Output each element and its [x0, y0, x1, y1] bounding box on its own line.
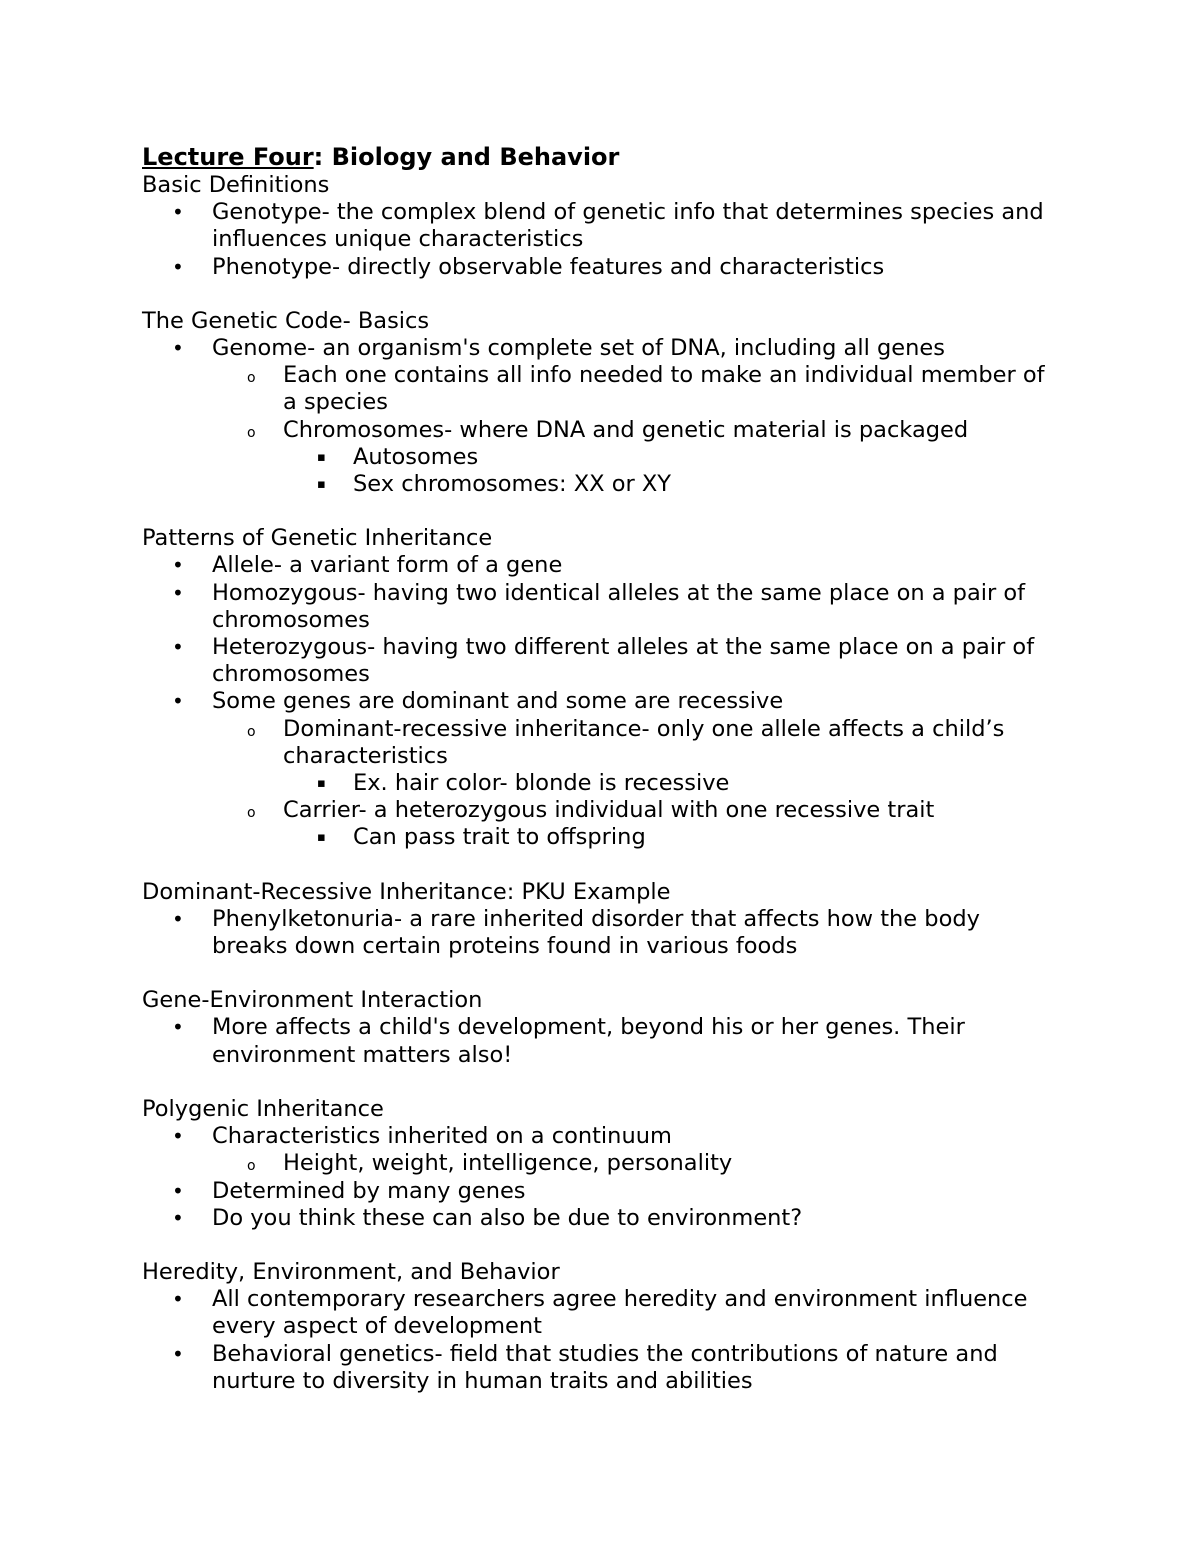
list-item: [142, 716, 1062, 770]
list-item-text: Carrier- a heterozygous individual with one recessive trait: [283, 797, 935, 824]
list-item: [142, 1123, 1062, 1150]
list-item-text: Genome- an organism's complete set of DNA, including all genes: [212, 335, 945, 362]
list-item: [142, 1286, 1062, 1340]
list-item-text: Chromosomes- where DNA and genetic material is packaged: [283, 416, 969, 443]
list-item-text: More affects a child's development, beyond his or her genes. Their environment matters also!: [212, 1014, 965, 1068]
list-item-text: Dominant-recessive inheritance- only one allele affects a child’s characteristics: [283, 715, 1005, 769]
section: [142, 879, 1062, 961]
bullet-list: [142, 1123, 1062, 1232]
bullet-marker-icon: ▪: [317, 830, 326, 846]
bullet-marker-icon: •: [172, 689, 184, 714]
list-item: [142, 1178, 1062, 1205]
bullet-list: [142, 1014, 1062, 1068]
list-item: [142, 580, 1062, 634]
section: [142, 1259, 1062, 1395]
list-item: [142, 906, 1062, 960]
list-item-text: Height, weight, intelligence, personality: [283, 1150, 733, 1177]
bullet-marker-icon: •: [172, 1178, 184, 1203]
section-heading: Gene-Environment Interaction: [142, 987, 483, 1014]
bullet-list: [142, 552, 1062, 851]
list-item-text: Do you think these can also be due to environment?: [212, 1204, 803, 1231]
bullet-marker-icon: •: [172, 635, 184, 660]
list-item-text: Phenylketonuria- a rare inherited disorder that affects how the body breaks down certain proteins found in various foods: [212, 905, 980, 960]
bullet-marker-icon: o: [247, 370, 256, 387]
bullet-list: [142, 906, 1062, 960]
list-item-text: Can pass trait to offspring: [353, 824, 646, 851]
list-item-text: Some genes are dominant and some are recessive: [212, 688, 784, 715]
bullet-marker-icon: ▪: [317, 776, 326, 792]
document-page: [142, 142, 1062, 1422]
bullet-list: [142, 199, 1062, 281]
section-heading: The Genetic Code- Basics: [142, 307, 430, 334]
list-item-text: Homozygous- having two identical alleles at the same place on a pair of chromosomes: [212, 579, 1026, 633]
section-heading: Dominant-Recessive Inheritance: PKU Example: [142, 878, 671, 905]
list-item-text: Determined by many genes: [212, 1177, 526, 1204]
list-item: [142, 770, 1062, 797]
bullet-marker-icon: •: [172, 336, 184, 361]
list-item-text: Genotype- the complex blend of genetic info that determines species and influences unique characteristics: [212, 199, 1044, 253]
list-item: [142, 1205, 1062, 1232]
list-item-text: Characteristics inherited on a continuum: [212, 1123, 672, 1150]
list-item-text: All contemporary researchers agree heredity and environment influence every aspect of development: [212, 1286, 1028, 1340]
section: [142, 525, 1062, 851]
bullet-marker-icon: •: [172, 1287, 184, 1312]
bullet-marker-icon: •: [172, 580, 184, 605]
sections-container: [142, 172, 1062, 1395]
list-item: [142, 552, 1062, 579]
title-underlined: Lecture Four: [142, 143, 314, 171]
list-item-text: Heterozygous- having two different alleles at the same place on a pair of chromosomes: [212, 634, 1035, 688]
section: [142, 308, 1062, 498]
list-item: [142, 362, 1062, 416]
list-item-text: Behavioral genetics- field that studies the contributions of nature and nurture to diversity in human traits and abilities: [212, 1340, 998, 1394]
list-item-text: Each one contains all info needed to make an individual member of a species: [283, 362, 1045, 416]
bullet-marker-icon: •: [172, 1015, 184, 1040]
bullet-marker-icon: •: [172, 553, 184, 578]
title-rest: : Biology and Behavior: [313, 143, 620, 171]
bullet-marker-icon: o: [247, 805, 256, 822]
bullet-marker-icon: •: [172, 254, 184, 279]
list-item: [142, 634, 1062, 688]
list-item-text: Autosomes: [353, 443, 479, 470]
bullet-marker-icon: •: [172, 1205, 184, 1230]
list-item: [142, 444, 1062, 471]
list-item-text: Sex chromosomes: XX or XY: [353, 471, 672, 498]
list-item: [142, 335, 1062, 362]
list-item: [142, 417, 1062, 444]
bullet-marker-icon: o: [247, 723, 256, 740]
list-item: [142, 1341, 1062, 1395]
section: [142, 987, 1062, 1069]
list-item-text: Ex. hair color- blonde is recessive: [353, 770, 730, 797]
section: [142, 1096, 1062, 1232]
list-item: [142, 471, 1062, 498]
list-item: [142, 254, 1062, 281]
list-item: [142, 824, 1062, 851]
bullet-marker-icon: •: [172, 1124, 184, 1149]
bullet-marker-icon: ▪: [317, 477, 326, 493]
list-item-text: Phenotype- directly observable features and characteristics: [212, 253, 885, 280]
bullet-marker-icon: •: [172, 1341, 184, 1366]
bullet-marker-icon: •: [172, 906, 184, 931]
list-item: [142, 1014, 1062, 1068]
section-heading: Patterns of Genetic Inheritance: [142, 525, 493, 552]
list-item: [142, 797, 1062, 824]
bullet-marker-icon: •: [172, 200, 184, 225]
list-item: [142, 199, 1062, 253]
page-title: [142, 142, 1062, 172]
section-heading: Heredity, Environment, and Behavior: [142, 1258, 560, 1285]
bullet-marker-icon: o: [247, 424, 256, 441]
list-item-text: Allele- a variant form of a gene: [212, 552, 563, 579]
section: [142, 172, 1062, 281]
section-heading: Basic Definitions: [142, 172, 330, 198]
bullet-marker-icon: o: [247, 1158, 256, 1175]
list-item: [142, 1150, 1062, 1177]
section-heading: Polygenic Inheritance: [142, 1095, 384, 1122]
list-item: [142, 688, 1062, 715]
bullet-list: [142, 335, 1062, 498]
bullet-list: [142, 1286, 1062, 1395]
bullet-marker-icon: ▪: [317, 449, 326, 465]
